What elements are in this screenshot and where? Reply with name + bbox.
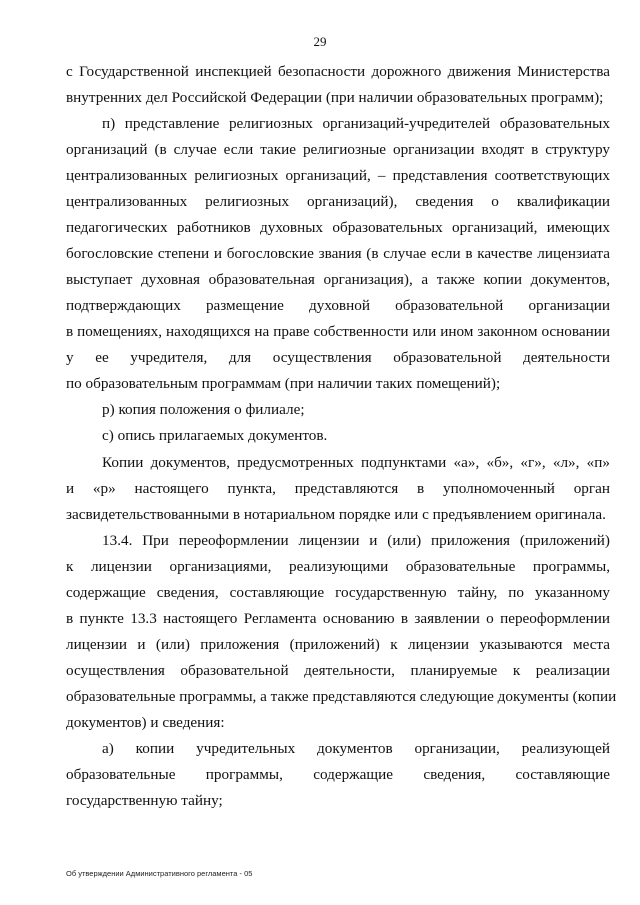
- text-line: 13.4. При переоформлении лицензии и (или) приложения (приложений): [102, 532, 610, 549]
- text-line: осуществления образовательной деятельности, планируемые к реализации: [66, 662, 610, 679]
- text-line: образовательные программы, содержащие сведения, составляющие: [66, 766, 610, 783]
- text-line: к лицензии организациями, реализующими образовательные программы,: [66, 558, 610, 575]
- text-line: внутренних дел Российской Федерации (при наличии образовательных программ);: [66, 89, 604, 106]
- text-line: богословские степени и богословские звания (в случае если в качестве лицензиата: [66, 245, 610, 262]
- text-line: организаций (в случае если такие религиозные организации входят в структуру: [66, 141, 610, 158]
- text-line: содержащие сведения, составляющие государственную тайну, по указанному: [66, 584, 610, 601]
- page-footer: Об утверждении Административного регламента - 05: [66, 869, 253, 878]
- text-line: и «р» настоящего пункта, представляются в уполномоченный орган: [66, 480, 610, 497]
- text-line: педагогических работников духовных образовательных организаций, имеющих: [66, 219, 610, 236]
- text-line: подтверждающих размещение духовной образовательной организации: [66, 297, 610, 314]
- text-line: в помещениях, находящихся на праве собственности или ином законном основании: [66, 323, 610, 340]
- text-line: централизованных религиозных организаций), сведения о квалификации: [66, 193, 610, 210]
- text-line: лицензии и (или) приложения (приложений) к лицензии указываются места: [66, 636, 610, 653]
- text-line: по образовательным программам (при наличии таких помещений);: [66, 375, 501, 392]
- text-line: а) копии учредительных документов организации, реализующей: [102, 740, 610, 757]
- text-line: р) копия положения о филиале;: [102, 401, 305, 418]
- text-line: с) опись прилагаемых документов.: [102, 427, 328, 444]
- text-line: Копии документов, предусмотренных подпунктами «а», «б», «г», «л», «п»: [102, 454, 610, 471]
- text-line: выступает духовная образовательная организация), а также копии документов,: [66, 271, 610, 288]
- text-line: засвидетельствованными в нотариальном порядке или с предъявлением оригинала.: [66, 506, 606, 523]
- text-line: централизованных религиозных организаций, – представления соответствующих: [66, 167, 610, 184]
- text-line: с Государственной инспекцией безопасности дорожного движения Министерства: [66, 63, 610, 80]
- text-line: у ее учредителя, для осуществления образовательной деятельности: [66, 349, 610, 366]
- text-line: п) представление религиозных организаций-учредителей образовательных: [102, 115, 610, 132]
- text-line: образовательные программы, а также представляются следующие документы (копии: [66, 688, 617, 705]
- text-line: документов) и сведения:: [66, 714, 225, 731]
- text-line: в пункте 13.3 настоящего Регламента основанию в заявлении о переоформлении: [66, 610, 610, 627]
- page-number: 29: [313, 34, 327, 49]
- text-line: государственную тайну;: [66, 792, 223, 809]
